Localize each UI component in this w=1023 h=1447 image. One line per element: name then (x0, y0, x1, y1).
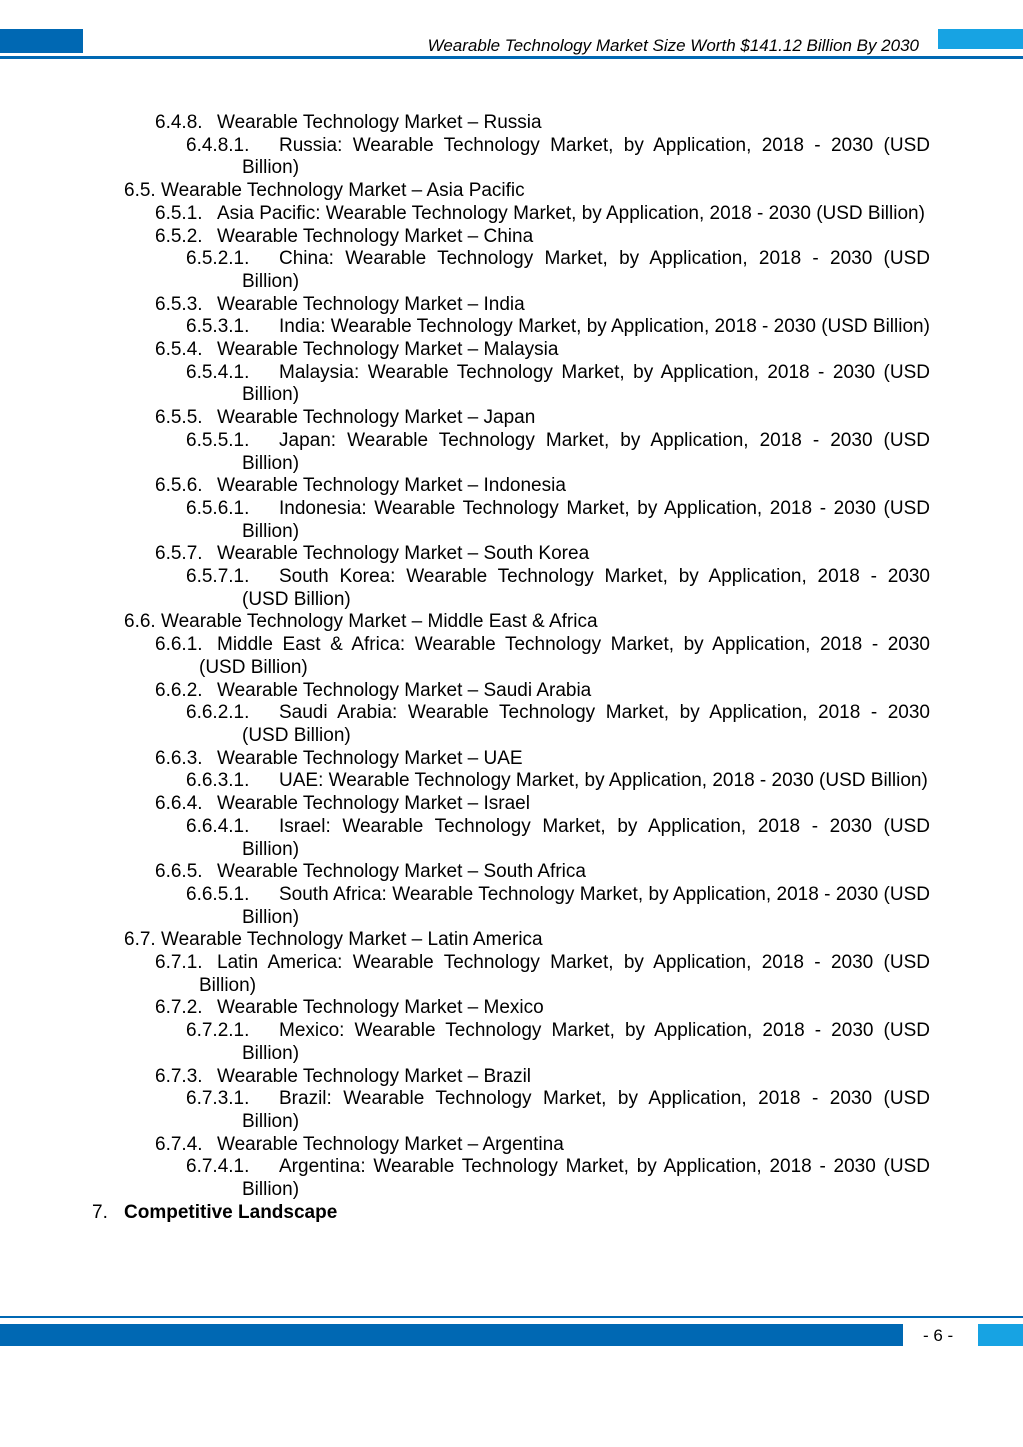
toc-entry-text: Argentina: Wearable Technology Market, by Application, 2018 - 2030 (USD Billion) (242, 1156, 930, 1201)
toc-entry (0, 112, 1023, 135)
toc-entry (0, 1066, 1023, 1089)
footer-accent-block-right (978, 1324, 1023, 1346)
toc-entry-number: 6.5.5. (155, 407, 203, 429)
toc-entry-number: 6.6.4. (155, 793, 203, 815)
toc-entry (0, 135, 1023, 180)
toc-entry (0, 180, 1023, 203)
toc-entry (0, 1202, 1023, 1225)
toc-entry-text: South Africa: Wearable Technology Market, by Application, 2018 - 2030 (USD Billion) (242, 883, 930, 928)
toc-entry-number: 6.7.4. (155, 1133, 203, 1155)
toc-entry-text: Russia: Wearable Technology Market, by Application, 2018 - 2030 (USD Billion) (242, 134, 930, 179)
toc-entry (0, 203, 1023, 226)
toc-entry-number: 6.7.3. (155, 1065, 203, 1087)
toc-entry-text: Wearable Technology Market – UAE (217, 747, 523, 769)
toc-entry-text: Wearable Technology Market – Indonesia (217, 475, 566, 497)
toc-entry (0, 1020, 1023, 1065)
toc-entry (0, 566, 1023, 611)
toc-entry-text: Malaysia: Wearable Technology Market, by Application, 2018 - 2030 (USD Billion) (242, 361, 930, 406)
toc-entry-text: China: Wearable Technology Market, by Application, 2018 - 2030 (USD Billion) (242, 248, 930, 292)
header-divider (0, 56, 1023, 59)
toc-entry (0, 316, 1023, 339)
toc-entry-number: 6.7.1. (155, 952, 203, 974)
toc-entry-number: 6.5.3. (155, 293, 203, 315)
toc-entry (0, 816, 1023, 861)
toc-entry-number: 6.7.4.1. (186, 1156, 250, 1178)
toc-entry-text: Wearable Technology Market – India (217, 293, 525, 315)
toc-entry-text: Wearable Technology Market – Latin America (161, 929, 543, 951)
toc-entry (0, 1088, 1023, 1133)
toc-entry-text: Competitive Landscape (124, 1201, 338, 1223)
toc-entry-number: 6.6. (124, 611, 156, 633)
footer-accent-bar (0, 1324, 903, 1346)
toc-entry-text: Wearable Technology Market – Middle East & Africa (161, 611, 598, 633)
toc-entry (0, 407, 1023, 430)
toc-entry-number: 6.5.7.1. (186, 566, 250, 588)
toc-entry-text: Wearable Technology Market – Saudi Arabia (217, 679, 592, 701)
toc-entry (0, 226, 1023, 249)
toc-entry (0, 634, 1023, 679)
toc-entry (0, 248, 1023, 293)
toc-entry-text: Wearable Technology Market – Malaysia (217, 339, 559, 361)
toc-entry (0, 543, 1023, 566)
toc-entry-number: 6.6.3. (155, 747, 203, 769)
toc-entry-text: Wearable Technology Market – Israel (217, 793, 530, 815)
toc-entry-number: 6.6.2. (155, 679, 203, 701)
toc-entry-text: Wearable Technology Market – Brazil (217, 1065, 532, 1087)
toc-entry (0, 748, 1023, 771)
toc-entry-number: 6.7.3.1. (186, 1088, 250, 1110)
toc-entry-text: Japan: Wearable Technology Market, by Application, 2018 - 2030 (USD Billion) (242, 429, 930, 474)
document-header-title: Wearable Technology Market Size Worth $141.12 Billion By 2030 (427, 36, 919, 55)
toc-entry (0, 1134, 1023, 1157)
toc-entry-text: Brazil: Wearable Technology Market, by Application, 2018 - 2030 (USD Billion) (242, 1088, 930, 1132)
toc-entry-number: 6.6.5.1. (186, 883, 250, 905)
toc-entry (0, 475, 1023, 498)
toc-entry-number: 6.5.2. (155, 225, 203, 247)
table-of-contents (0, 112, 1023, 1224)
toc-entry-number: 6.6.2.1. (186, 702, 250, 724)
toc-entry-text: Wearable Technology Market – Japan (217, 407, 536, 429)
toc-entry-text: Saudi Arabia: Wearable Technology Market, by Application, 2018 - 2030 (USD Billion) (242, 702, 930, 746)
toc-entry-text: UAE: Wearable Technology Market, by Application, 2018 - 2030 (USD Billion) (279, 770, 928, 792)
toc-entry-number: 6.7.2. (155, 997, 203, 1019)
toc-entry (0, 952, 1023, 997)
toc-entry (0, 793, 1023, 816)
toc-entry-number: 6.5. (124, 180, 156, 202)
toc-entry (0, 294, 1023, 317)
toc-entry-number: 6.4.8.1. (186, 134, 250, 156)
toc-entry-text: Wearable Technology Market – South Korea (217, 543, 590, 565)
toc-entry-text: Wearable Technology Market – Russia (217, 112, 542, 133)
toc-entry-number: 6.4.8. (155, 112, 203, 133)
header-accent-block-left (0, 29, 83, 53)
toc-entry (0, 339, 1023, 362)
toc-entry (0, 884, 1023, 929)
toc-entry (0, 997, 1023, 1020)
toc-entry (0, 1156, 1023, 1201)
toc-entry-number: 6.5.1. (155, 202, 203, 224)
toc-entry-number: 6.6.5. (155, 861, 203, 883)
toc-entry-number: 6.6.4.1. (186, 815, 250, 837)
toc-entry-number: 6.5.3.1. (186, 316, 250, 338)
footer-divider (0, 1316, 1023, 1318)
toc-entry-text: Wearable Technology Market – Argentina (217, 1133, 564, 1155)
toc-entry-number: 6.5.6.1. (186, 497, 250, 519)
toc-entry (0, 498, 1023, 543)
page-number: - 6 - (923, 1326, 954, 1345)
toc-entry-text: India: Wearable Technology Market, by Application, 2018 - 2030 (USD Billion) (279, 316, 930, 338)
toc-entry-text: Wearable Technology Market – China (217, 225, 534, 247)
toc-entry (0, 430, 1023, 475)
toc-entry-text: Latin America: Wearable Technology Market, by Application, 2018 - 2030 (USD Billion) (199, 952, 930, 996)
header-accent-block-right (938, 29, 1023, 49)
toc-entry-number: 6.5.4. (155, 339, 203, 361)
toc-entry-number: 6.5.6. (155, 475, 203, 497)
toc-entry-number: 6.5.2.1. (186, 248, 250, 270)
toc-entry-number: 6.7.2.1. (186, 1020, 250, 1042)
toc-entry-number: 7. (92, 1201, 108, 1223)
toc-entry-text: Asia Pacific: Wearable Technology Market, by Application, 2018 - 2030 (USD Billion) (217, 202, 925, 224)
toc-entry-number: 6.5.5.1. (186, 429, 250, 451)
toc-entry (0, 770, 1023, 793)
toc-entry-number: 6.6.1. (155, 634, 203, 656)
toc-entry-text: South Korea: Wearable Technology Market, by Application, 2018 - 2030 (USD Billion) (242, 566, 930, 610)
toc-entry (0, 362, 1023, 407)
toc-entry-text: Wearable Technology Market – South Africa (217, 861, 586, 883)
toc-entry-number: 6.7. (124, 929, 156, 951)
toc-entry-text: Indonesia: Wearable Technology Market, by Application, 2018 - 2030 (USD Billion) (242, 497, 930, 542)
toc-entry (0, 929, 1023, 952)
toc-entry (0, 680, 1023, 703)
toc-entry-text: Wearable Technology Market – Asia Pacific (161, 180, 525, 202)
toc-entry-text: Israel: Wearable Technology Market, by Application, 2018 - 2030 (USD Billion) (242, 815, 930, 860)
toc-entry (0, 702, 1023, 747)
toc-entry-number: 6.6.3.1. (186, 770, 250, 792)
toc-entry-text: Wearable Technology Market – Mexico (217, 997, 544, 1019)
toc-entry (0, 861, 1023, 884)
toc-entry-text: Mexico: Wearable Technology Market, by Application, 2018 - 2030 (USD Billion) (242, 1020, 930, 1064)
toc-entry (0, 611, 1023, 634)
toc-entry-number: 6.5.7. (155, 543, 203, 565)
toc-entry-text: Middle East & Africa: Wearable Technology Market, by Application, 2018 - 2030 (USD Billion) (199, 634, 930, 678)
toc-entry-number: 6.5.4.1. (186, 361, 250, 383)
